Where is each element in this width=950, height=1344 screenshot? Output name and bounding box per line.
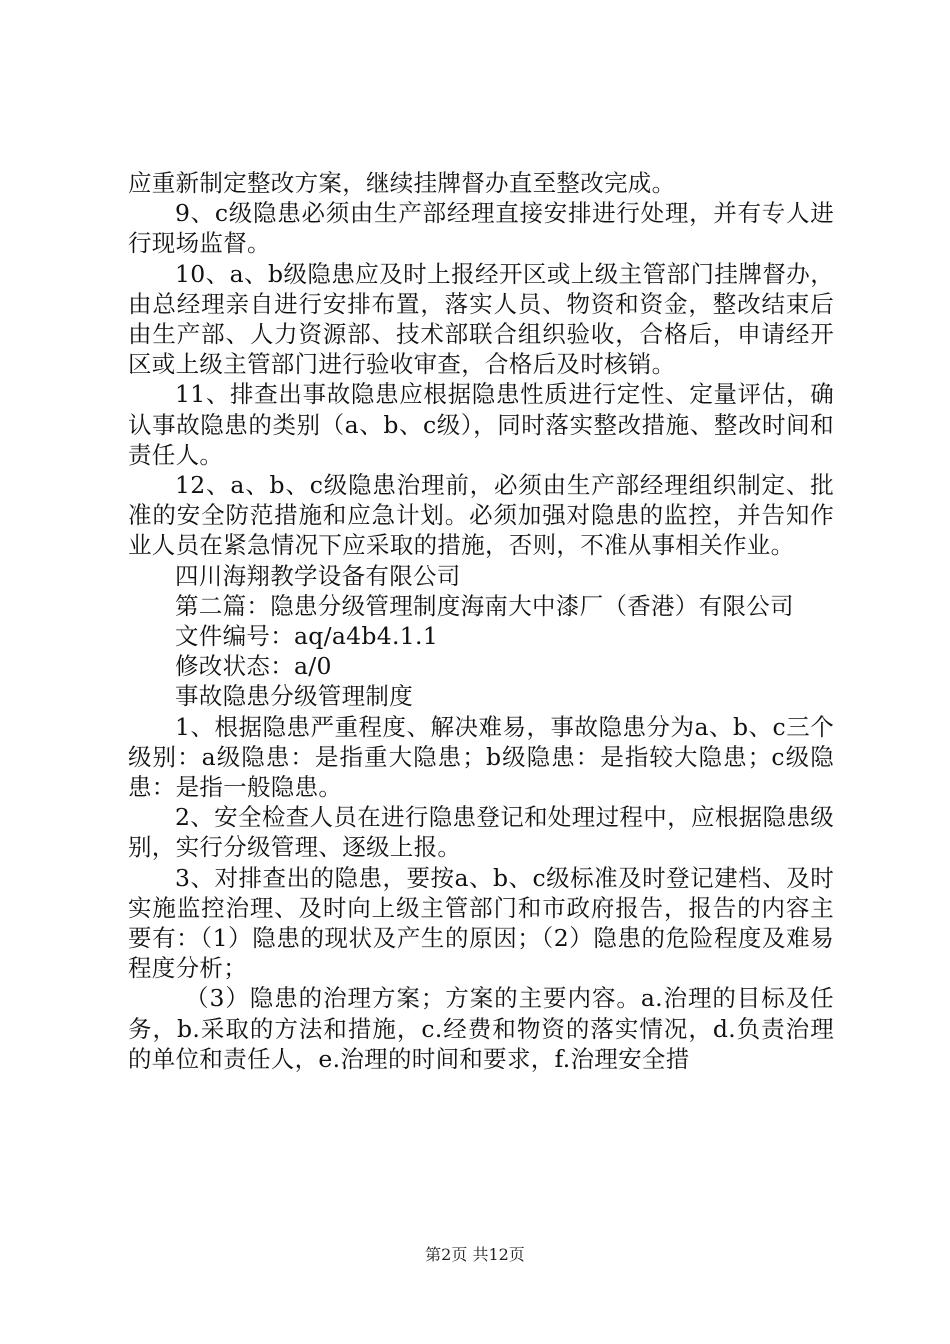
paragraph-clause-2: 2、安全检查人员在进行隐患登记和处理过程中，应根据隐患级别，实行分级管理、逐级上报。 — [128, 803, 834, 862]
paragraph-3: 10、a、b级隐患应及时上报经开区或上级主管部门挂牌督办，由总经理亲自进行安排布置，落实人员、物资和资金，整改结束后由生产部、人力资源部、技术部联合组织验收，合格后，申请经开区或上级主管部门进行验收审查，合格后及时核销。 — [128, 259, 834, 379]
section-heading: 第二篇：隐患分级管理制度海南大中漆厂（香港）有限公司 — [175, 591, 794, 620]
company-name: 四川海翔教学设备有限公司 — [175, 561, 461, 590]
paragraph-2: 9、c级隐患必须由生产部经理直接安排进行处理，并有专人进行现场监督。 — [128, 199, 834, 258]
paragraph-clause-3-continued: （3）隐患的治理方案；方案的主要内容。a.治理的目标及任务，b.采取的方法和措施，c.经费和物资的落实情况，d.负责治理的单位和责任人，e.治理的时间和要求，f.治理安全措 — [128, 984, 834, 1073]
paragraph-1: 应重新制定整改方案，继续挂牌督办直至整改完成。 — [128, 169, 676, 197]
regulation-title: 事故隐患分级管理制度 — [175, 682, 413, 711]
file-number: 文件编号：aq/a4b4.1.1 — [175, 622, 439, 651]
paragraph-4: 11、排查出事故隐患应根据隐患性质进行定性、定量评估，确认事故隐患的类别（a、b、c级），同时落实整改措施、整改时间和责任人。 — [128, 380, 834, 469]
document-body — [128, 168, 834, 1074]
revision-status: 修改状态：a/0 — [175, 652, 332, 681]
paragraph-5: 12、a、b、c级隐患治理前，必须由生产部经理组织制定、批准的安全防范措施和应急计划。必须加强对隐患的监控，并告知作业人员在紧急情况下应采取的措施，否则，不准从事相关作业。 — [128, 471, 834, 560]
paragraph-clause-3: 3、对排查出的隐患，要按a、b、c级标准及时登记建档、及时实施监控治理、及时向上级主管部门和市政府报告，报告的内容主要有：（1）隐患的现状及产生的原因；（2）隐患的危险程度及难易程度分析； — [128, 863, 834, 983]
paragraph-clause-1: 1、根据隐患严重程度、解决难易，事故隐患分为a、b、c三个级别：a级隐患：是指重大隐患；b级隐患：是指较大隐患；c级隐患：是指一般隐患。 — [128, 712, 834, 802]
page-number-footer: 第2页 共12页 — [425, 1245, 525, 1264]
